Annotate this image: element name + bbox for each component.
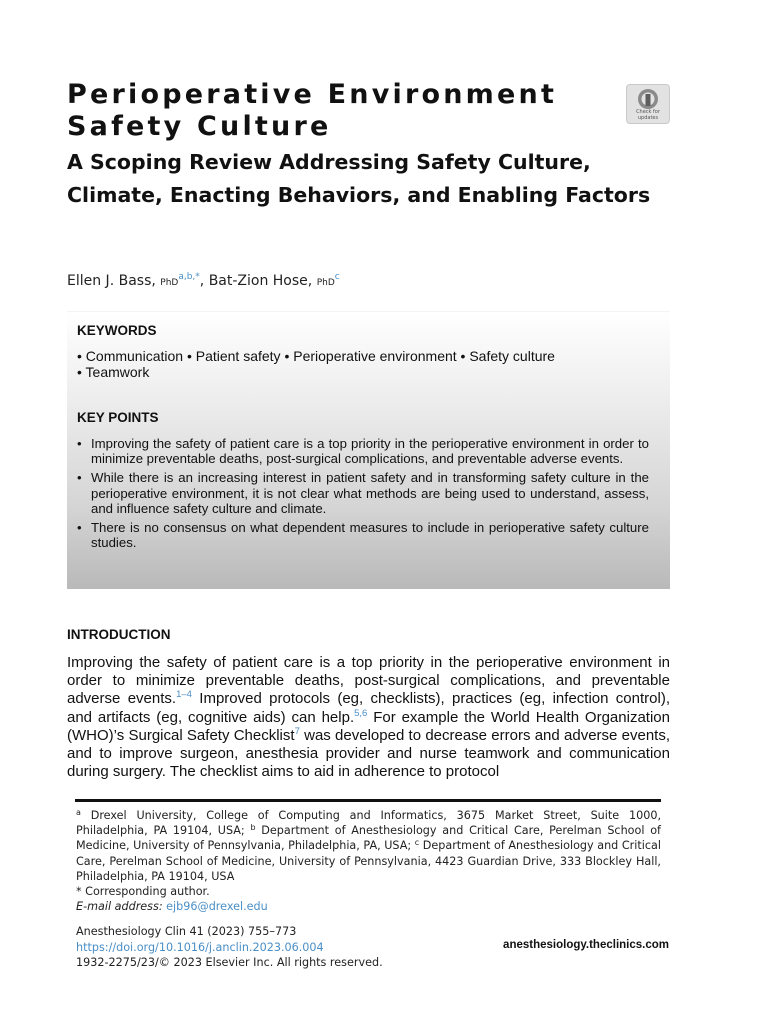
affiliations-text — [76, 808, 661, 884]
doi-link[interactable]: https://doi.org/10.1016/j.anclin.2023.06.004 — [76, 940, 324, 954]
intro-text: Improving the safety of patient care is a top priority in the perioperative environment in order to minimize preventable deaths, post-surgical complications, and preventable adverse events. — [67, 654, 670, 708]
author-affiliation-link[interactable]: a,b,* — [178, 272, 200, 282]
author-degree: PhD — [160, 278, 179, 288]
bullet-icon: • — [77, 470, 82, 486]
key-points-heading: KEY POINTS — [77, 410, 159, 425]
author-affiliation-link[interactable]: c — [334, 272, 340, 282]
author-name: Ellen J. Bass, — [67, 273, 161, 289]
footnote-mark: c — [414, 838, 420, 848]
author-separator: , — [199, 273, 209, 289]
keywords-heading: KEYWORDS — [77, 323, 157, 338]
author-line — [67, 273, 667, 289]
introduction-paragraph — [67, 654, 670, 781]
intro-text: For example the World Health Organization (WHO)’s Surgical Safety Checklist — [67, 708, 670, 744]
article-title — [67, 79, 587, 143]
email-link[interactable]: ejb96@drexel.edu — [166, 900, 268, 914]
check-for-updates-badge[interactable] — [626, 84, 670, 124]
key-points-list — [77, 436, 649, 554]
article-subtitle: A Scoping Review Addressing Safety Culture, Climate, Enacting Behaviors, and Enabling Factors — [67, 150, 651, 207]
title-line-2: Safety Culture — [67, 111, 332, 142]
email-label: E-mail address: — [76, 900, 163, 914]
footnote-mark: a — [76, 808, 81, 817]
crossmark-icon — [637, 88, 659, 110]
title-line-1: Perioperative Environment — [67, 79, 558, 110]
footnote-mark: b — [250, 823, 256, 833]
keywords-line-2: • Teamwork — [77, 364, 150, 380]
key-point-text: There is no consensus on what dependent measures to include in perioperative safety culture studies. — [91, 520, 649, 551]
reference-link[interactable]: 1–4 — [176, 689, 192, 701]
author-name: Bat-Zion Hose, — [208, 273, 317, 289]
key-point-item — [77, 436, 649, 466]
keywords-keypoints-box — [67, 311, 670, 589]
key-point-text: While there is an increasing interest in patient safety and in transforming safety culture in the perioperative environment, it is not clear what methods are being used to understand, assess, and influence safety culture and climate. — [91, 470, 649, 516]
intro-text: was developed to decrease errors and adverse events, and to improve surgeon, anesthesia provider and nurse teamwork and communication during surgery. The checklist aims to aid in adherence to protocol — [67, 726, 670, 781]
affiliation-footnotes — [76, 808, 661, 914]
badge-text-1: Check for — [636, 109, 660, 115]
key-point-text: Improving the safety of patient care is a top priority in the perioperative environment in order to minimize preventable deaths, post-surgical complications, and preventable adverse events. — [91, 436, 649, 467]
affiliation-a: Drexel University, College of Computing and Informatics, 3675 Market Street, Suite 1000, Philadelphia, PA 19104, USA; — [76, 809, 661, 838]
key-point-item — [77, 520, 649, 550]
introduction-heading: INTRODUCTION — [67, 627, 171, 642]
reference-link[interactable]: 7 — [294, 725, 300, 737]
key-point-item — [77, 470, 649, 516]
bullet-icon: • — [77, 520, 82, 536]
journal-citation: Anesthesiology Clin 41 (2023) 755–773 — [76, 925, 297, 938]
footnote-divider — [75, 799, 661, 802]
journal-website[interactable]: anesthesiology.theclinics.com — [503, 939, 669, 951]
affiliation-b: Department of Anesthesiology and Critical Care, Perelman School of Medicine, University of Pennsylvania, Philadelphia, PA, USA; — [76, 824, 661, 853]
journal-info — [76, 924, 476, 971]
intro-text: Improved protocols (eg, checklists), practices (eg, infection control), and artifacts (eg, cognitive aids) can help. — [67, 690, 670, 726]
copyright-line: 1932-2275/23/© 2023 Elsevier Inc. All rights reserved. — [76, 956, 383, 969]
corresponding-author: * Corresponding author. — [76, 885, 210, 899]
bullet-icon: • — [77, 436, 82, 451]
badge-text-2: updates — [637, 114, 659, 121]
reference-link[interactable]: 5,6 — [354, 707, 368, 719]
author-degree: PhD — [316, 278, 335, 288]
affiliation-c: Department of Anesthesiology and Critical Care, Perelman School of Medicine, University of Pennsylvania, 4423 Guardian Drive, 333 Blockley Hall, Philadelphia, PA 19104, USA — [76, 839, 661, 883]
email-line — [76, 899, 661, 914]
keywords-line-1: • Communication • Patient safety • Perioperative environment • Safety culture — [77, 348, 555, 364]
